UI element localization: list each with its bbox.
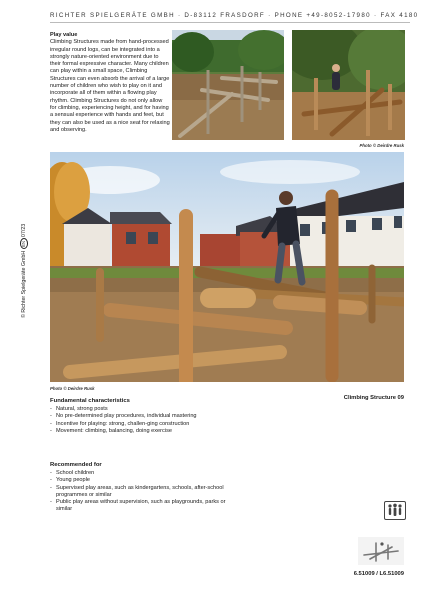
list-item: - Incentive for playing: strong, challen-ging construction (50, 421, 230, 428)
list-item: - Young people (50, 477, 230, 484)
list-item: - Public play areas without supervision, such as playgrounds, parks or similar (50, 499, 230, 513)
photo-climbing-structure-park (172, 30, 284, 140)
product-thumbnail-icon (358, 537, 404, 565)
product-caption: Climbing Structure 09 (343, 395, 404, 401)
recommended-heading: Recommended for (50, 462, 102, 468)
characteristics-heading: Fundamental characteristics (50, 398, 130, 404)
copyright-text: © Richter Spielgeräte GmbH (21, 250, 27, 318)
intro-section (50, 32, 170, 134)
copyright-badge: EN (20, 238, 28, 249)
list-item: - Supervised play areas, such as kindergartens, schools, after-school programmes or similar (50, 485, 230, 499)
side-copyright (20, 224, 28, 318)
intro-body: Climbing Structures made from hand-processed irregular round logs, can be integrated into a strongly nature-oriented environment due to their formal expressive character. Many children can play within a small space, Climbing Structures can even absorb the arrival of a large number of children who wish to play on it and incorporate all of them within a flowing play rhythm. Climbing Structures do not only allow for climbing, experiencing height, and for having a sensual experience with hands and feet, but they can also be used as a nice seat for relaxing and observing. (50, 39, 170, 133)
age-group-icon (384, 501, 406, 520)
header-divider (50, 22, 410, 23)
list-item: - Natural, strong posts (50, 406, 230, 413)
photo-credit-top: Photo © Deirdre Rusk (359, 143, 404, 148)
copyright-date: 07/23 (21, 223, 27, 237)
intro-title: Play value (50, 32, 78, 38)
characteristics-section (50, 398, 230, 435)
list-item: - Movement: climbing, balancing, doing exercise (50, 428, 230, 435)
photo-credit-main: Photo © Deirdre Rusk (50, 386, 95, 391)
list-item: - No pre-determined play procedures, individual mastering (50, 413, 230, 420)
list-item: - School children (50, 470, 230, 477)
photo-main-climbing-structure (50, 152, 404, 382)
photo-child-climbing-logs (292, 30, 405, 140)
product-code: 6.51009 / L6.51009 (353, 571, 404, 577)
recommended-section (50, 462, 230, 513)
page-header: RICHTER SPIELGERÄTE GMBH · D-83112 FRASDORF · PHONE +49-8052-17980 · FAX 4180 (50, 12, 419, 19)
